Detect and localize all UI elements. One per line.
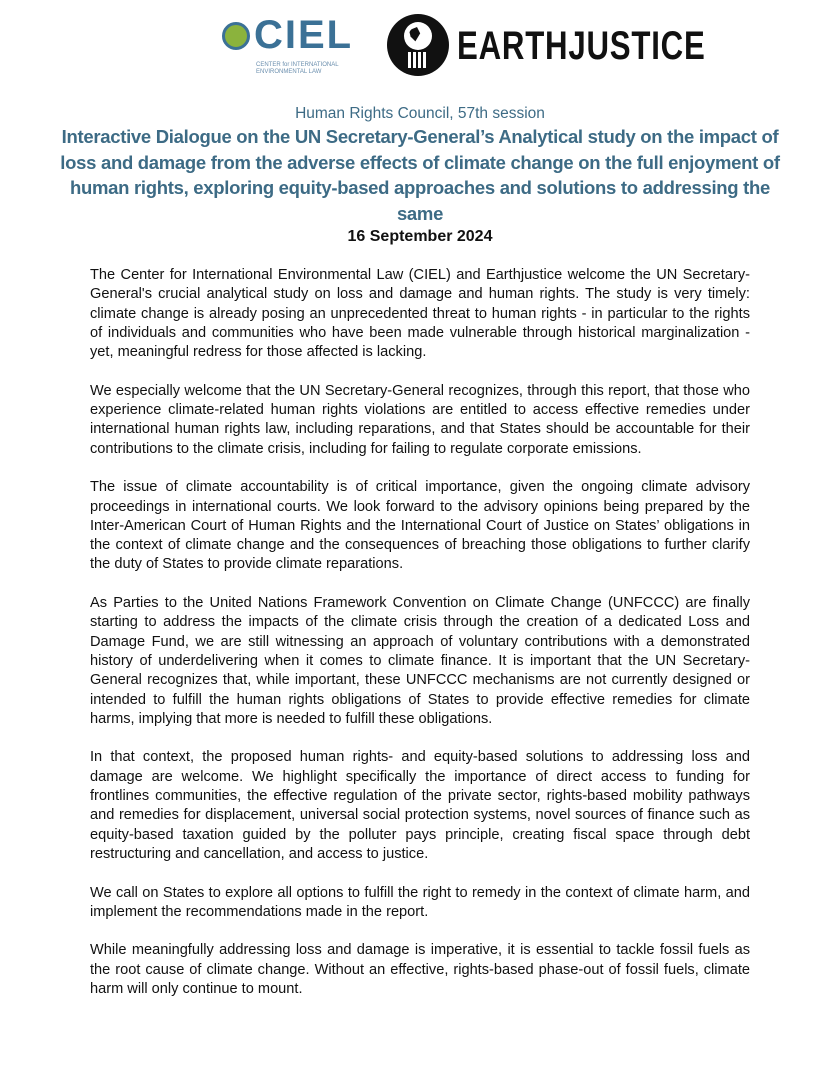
document-title: Interactive Dialogue on the UN Secretary-General’s Analytical study on the impact of loss and damage from the adverse effects of climate change on the full enjoyment of human rights, exploring equity-based approaches and solutions to addressing the same <box>60 126 780 224</box>
paragraph: We especially welcome that the UN Secretary-General recognizes, through this report, that those who experience climate-related human rights violations are entitled to access effective remedies under international human rights law, including reparations, and that States should be accountable for their contributions to the climate crisis, including for failing to regulate corporate emissions. <box>90 382 750 457</box>
paragraph: As Parties to the United Nations Framework Convention on Climate Change (UNFCCC) are finally starting to address the impacts of the climate crisis through the creation of a dedicated Loss and Damage Fund, we are still witnessing an approach of voluntary contributions with a demonstrated history of underdelivering when it comes to climate finance. It is important that the UN Secretary-General recognizes that, while important, these UNFCCC mechanisms are not currently designed or intended to fulfill the human rights obligations of States to provide effective remedies for climate harms, implying that more is needed to fulfill these obligations. <box>90 595 750 727</box>
paragraph: The Center for International Environmental Law (CIEL) and Earthjustice welcome the UN Secretary-General's crucial analytical study on loss and damage and human rights. The study is very timely: climate change is already posing an unprecedented threat to human rights - in particular to the rights of individuals and communities who have been made vulnerable through historical marginalization - yet, meaningful redress for those affected is lacking. <box>90 267 750 361</box>
earthjustice-wordmark: EARTHJUSTICE <box>457 24 706 68</box>
paragraph: While meaningfully addressing loss and damage is imperative, it is essential to tackle fossil fuels as the root cause of climate change. Without an effective, rights-based phase-out of fossil fuels, climate harm will only continue to mount. <box>90 942 750 997</box>
paragraph: We call on States to explore all options to fulfill the right to remedy in the context of climate harm, and implement the recommendations made in the report. <box>90 884 750 920</box>
document-date: 16 September 2024 <box>347 228 493 245</box>
session-label: Human Rights Council, 57th session <box>295 105 545 122</box>
ciel-subtitle: CENTER for INTERNATIONAL ENVIRONMENTAL LAW <box>256 62 339 75</box>
globe-icon <box>222 22 250 50</box>
earthjustice-logo <box>387 14 706 80</box>
document-header <box>60 104 780 248</box>
paragraph: The issue of climate accountability is of critical importance, given the ongoing climate advisory proceedings in international courts. We look forward to the advisory opinions being prepared by the Inter-American Court of Human Rights and the International Court of Justice on States’ obligations in the context of climate change and the consequences of breaching those obligations to further clarify the duty of States to provide climate reparations. <box>90 479 750 573</box>
ciel-logo <box>222 12 372 82</box>
document-body <box>90 266 750 1019</box>
globe-pillar-icon <box>387 14 449 76</box>
logo-bar <box>222 12 706 82</box>
paragraph: In that context, the proposed human rights- and equity-based solutions to addressing loss and damage are welcome. We highlight specifically the importance of direct access to funding for frontlines communities, the effective regulation of the private sector, rights-based mobility pathways and remedies for displacement, universal social protection systems, novel sources of finance such as equity-based taxation guided by the polluter pays principle, creating fiscal space through debt restructuring and cancellation, and access to justice. <box>90 749 750 862</box>
ciel-wordmark: CIEL <box>254 13 354 57</box>
